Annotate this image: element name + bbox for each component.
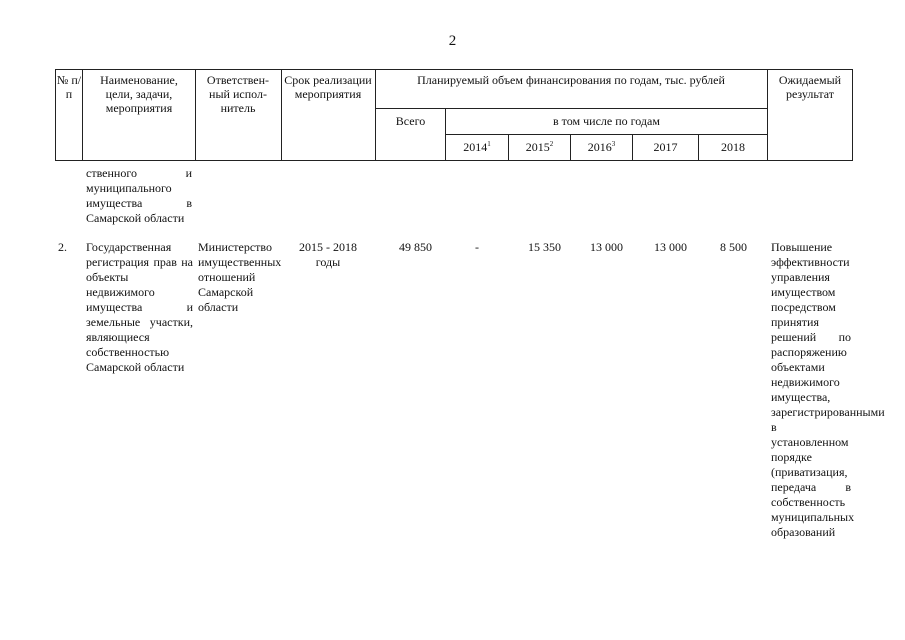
- header-year-2018: 2018: [721, 140, 745, 154]
- header-year-2014: 2014$^1$: [463, 140, 491, 154]
- header-result: Ожидаемый результат: [778, 73, 842, 101]
- header-total: Всего: [395, 114, 426, 128]
- header-name: Наименование, цели, задачи, мероприятия: [100, 73, 178, 115]
- row-2014: -: [475, 240, 479, 254]
- header-year-2016: 2016$^3$: [587, 140, 616, 154]
- page-number: 2: [448, 33, 457, 49]
- header-by-years: в том числе по годам: [553, 114, 660, 128]
- row-2016: 13 000: [590, 240, 623, 254]
- row-term: 2015 - 2018 годы: [299, 240, 357, 269]
- header-year-2017: 2017: [653, 140, 678, 154]
- header-term: Срок реализации мероприятия: [284, 73, 372, 101]
- row-2018: 8 500: [720, 240, 747, 254]
- header-num: № п/п: [56, 73, 82, 101]
- row-2017: 13 000: [654, 240, 687, 254]
- header-funding: Планируемый объем финансирования по годам, тыс. рублей: [417, 73, 725, 87]
- header-responsible: Ответствен-ный испол-нитель: [206, 73, 270, 115]
- row-total: 49 850: [399, 240, 432, 254]
- row-number: 2.: [58, 240, 67, 254]
- row-2015: 15 350: [528, 240, 561, 254]
- row-responsible: Министерство имущественных отношений Самарской области: [198, 240, 282, 314]
- header-year-2015: 2015$^2$: [525, 140, 554, 154]
- row-result: Повышение эффективности управления имуществом посредством принятия решений по распоряжению объектами недвижимого имущества, зарегистрированными в установленном порядке (приватизация, передача в собственность муниципальных образований: [771, 240, 885, 539]
- row-name: Государственная регистрация прав на объекты недвижимого имущества и земельные участки, являющиеся собственностью Самарской области: [86, 240, 193, 374]
- continuation-text: ственного и муниципального имущества в Самарской области: [86, 166, 192, 225]
